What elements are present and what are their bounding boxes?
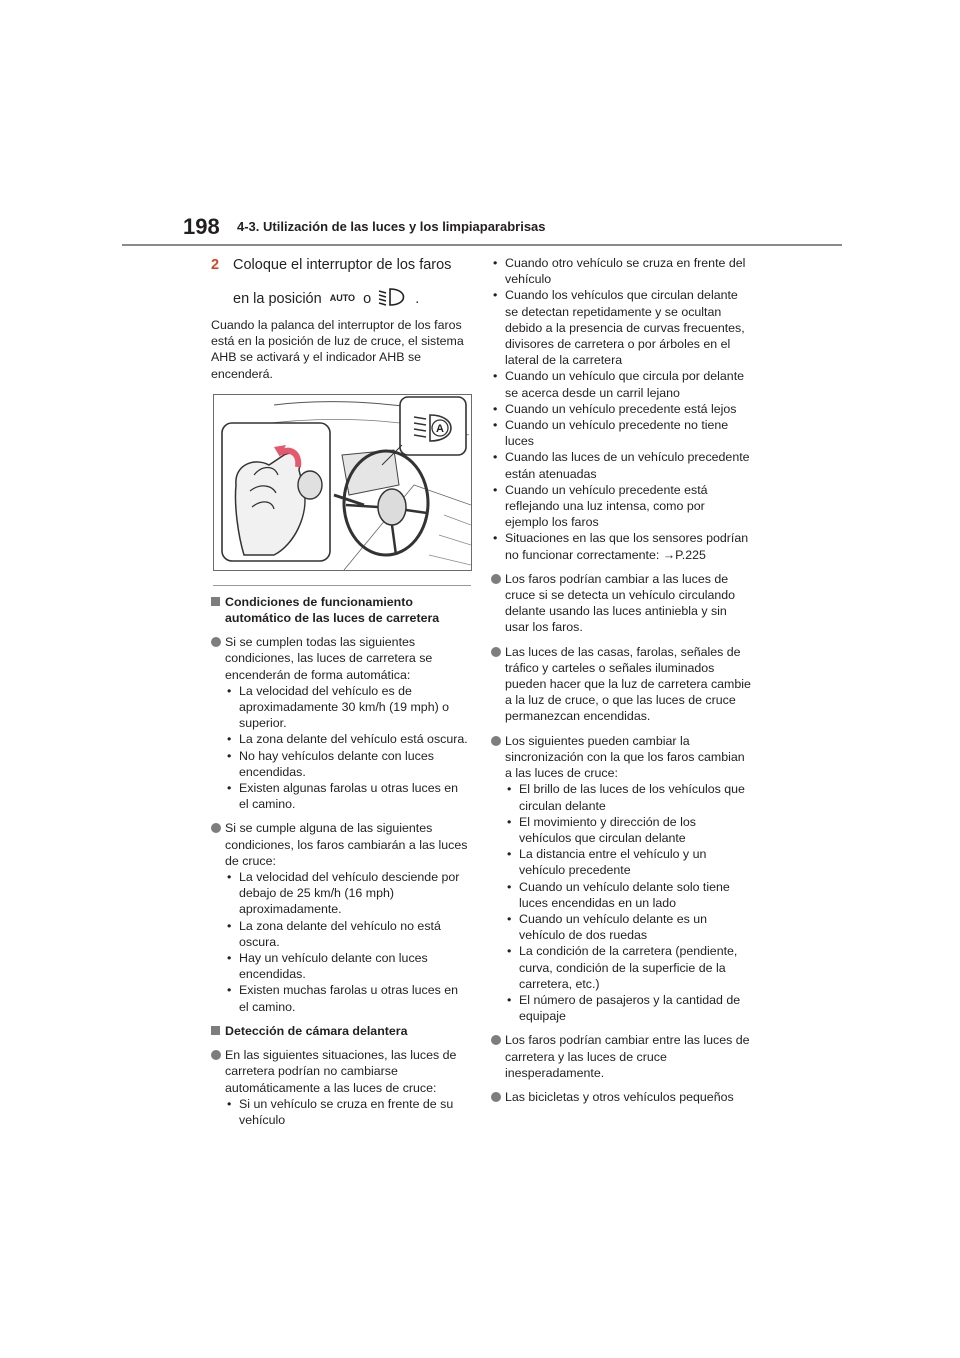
list-item: • Cuando un vehículo precedente no tiene luces	[491, 417, 751, 449]
section-title: 4-3. Utilización de las luces y los limpiaparabrisas	[237, 219, 546, 234]
list-item: • Existen muchas farolas u otras luces en el camino.	[225, 982, 471, 1014]
conditions-off-list	[225, 869, 471, 1015]
bullet-dot-icon	[211, 637, 221, 647]
list-item: • El número de pasajeros y la cantidad de equipaje	[505, 992, 751, 1024]
bullet-dot-icon	[211, 1050, 221, 1060]
ahb-indicator-letter: A	[436, 422, 444, 435]
bullet-dot-icon	[491, 1035, 501, 1045]
heading-square-icon	[211, 597, 220, 606]
bicycles-note: Las bicicletas y otros vehículos pequeños	[491, 1089, 751, 1105]
left-column	[211, 255, 471, 1136]
list-item: • La zona delante del vehículo no está oscura.	[225, 918, 471, 950]
list-item: • Si un vehículo se cruza en frente de su vehículo	[225, 1096, 471, 1128]
timing-factors-block: Los siguientes pueden cambiar la sincronización con la que los faros cambian a las luces de cruce: • El brillo de las luces de los vehículos que circulan delante • El movimiento y dirección de los vehículos que circulan delante • La distancia entre el vehículo y un vehículo precedente • Cuando un vehículo delante solo tiene luces encendidas en un lado • Cuando un vehículo delante es un vehículo de dos ruedas • La condición de la carretera (pendiente, curva, condición de la superficie de la carretera, etc.) • El número de pasajeros y la cantidad de equipaje	[491, 733, 751, 1025]
list-item: • Cuando un vehículo precedente está lejos	[491, 401, 751, 417]
headlight-switch-figure	[213, 394, 472, 571]
list-item: • La velocidad del vehículo es de aproximadamente 30 km/h (19 mph) o superior.	[225, 683, 471, 732]
header-rule	[122, 244, 842, 246]
camera-list	[225, 1096, 471, 1128]
list-item: • Hay un vehículo delante con luces encendidas.	[225, 950, 471, 982]
heading-auto-high-beam: Condiciones de funcionamiento automático de las luces de carretera	[211, 594, 471, 626]
bullet-dot-icon	[491, 736, 501, 746]
intro-paragraph: Cuando la palanca del interruptor de los faros está en la posición de luz de cruce, el sistema AHB se activará y el indicador AHB se encenderá.	[211, 318, 464, 381]
list-item: • Existen algunas farolas u otras luces en el camino.	[225, 780, 471, 812]
list-item: • La condición de la carretera (pendiente, curva, condición de la superficie de la carretera, etc.)	[505, 943, 751, 992]
bullet-dot-icon	[211, 823, 221, 833]
bullet-dot-icon	[491, 1092, 501, 1102]
list-item: • La zona delante del vehículo está oscura.	[225, 731, 471, 747]
external-lights-note: Las luces de las casas, farolas, señales de tráfico y carteles o señales iluminados pueden hacer que la luz de carretera cambie a la luz de cruce, o que las luces de cruce permanezcan encendidas.	[491, 644, 751, 725]
camera-situations-list	[491, 255, 751, 563]
list-item: • Cuando un vehículo delante es un vehículo de dos ruedas	[505, 911, 751, 943]
heading-square-icon	[211, 1026, 220, 1035]
bullet-dot-icon	[491, 647, 501, 657]
step-2	[211, 255, 471, 313]
figure-divider	[213, 585, 471, 586]
list-item: • El brillo de las luces de los vehículos que circulan delante	[505, 781, 751, 813]
step-connector: o	[363, 291, 372, 307]
step-line-2	[233, 287, 471, 313]
step-line-1: Coloque el interruptor de los faros	[233, 257, 452, 273]
heading-front-camera: Detección de cámara delantera	[211, 1023, 471, 1039]
right-column	[491, 255, 751, 1113]
list-item: • La velocidad del vehículo desciende por debajo de 25 km/h (16 mph) aproximadamente.	[225, 869, 471, 918]
fog-lights-note: Los faros podrían cambiar a las luces de cruce si se detecta un vehículo circulando delante usando las luces antiniebla y sin usar los faros.	[491, 571, 751, 636]
auto-icon: AUTO	[329, 293, 356, 303]
low-beam-headlight-icon	[378, 287, 408, 313]
bullet-dot-icon	[491, 574, 501, 584]
timing-factors-list	[505, 781, 751, 1024]
list-item: • No hay vehículos delante con luces encendidas.	[225, 748, 471, 780]
page-number: 198	[183, 214, 220, 239]
list-item: • Cuando un vehículo precedente está reflejando una luz intensa, como por ejemplo los faros	[491, 482, 751, 531]
list-item: • Cuando un vehículo delante solo tiene luces encendidas en un lado	[505, 879, 751, 911]
list-item: • La distancia entre el vehículo y un vehículo precedente	[505, 846, 751, 878]
list-item: • Cuando un vehículo que circula por delante se acerca desde un carril lejano	[491, 368, 751, 400]
list-item: • Cuando otro vehículo se cruza en frente del vehículo	[491, 255, 751, 287]
camera-block: En las siguientes situaciones, las luces de carretera podrían no cambiarse automáticamente a las luces de cruce: • Si un vehículo se cruza en frente de su vehículo	[211, 1047, 471, 1128]
condition-block-on: Si se cumplen todas las siguientes condiciones, las luces de carretera se encenderán de forma automática: • La velocidad del vehículo es de aproximadamente 30 km/h (19 mph) o superior. • La zona delante del vehículo está oscura. • No hay vehículos delante con luces encendidas. • Existen algunas farolas u otras luces en el camino.	[211, 634, 471, 812]
condition-block-off: Si se cumple alguna de las siguientes condiciones, los faros cambiarán a las luces de cruce: • La velocidad del vehículo desciende por debajo de 25 km/h (16 mph) aproximadamente. • La zona delante del vehículo no está oscura. • Hay un vehículo delante con luces encendidas. • Existen muchas farolas u otras luces en el camino.	[211, 820, 471, 1014]
step-line-2-prefix: en la posición	[233, 291, 322, 307]
list-item: • Cuando los vehículos que circulan delante se detectan repetidamente y se ocultan debido a la presencia de curvas frecuentes, divisores de carretera o por árboles en el lateral de la carretera	[491, 287, 751, 368]
unexpected-switch-note: Los faros podrían cambiar entre las luces de carretera y las luces de cruce inesperadamente.	[491, 1032, 751, 1081]
conditions-on-list	[225, 683, 471, 813]
step-number: 2	[211, 257, 220, 273]
list-item: • Situaciones en las que los sensores podrían no funcionar correctamente: →P.225	[491, 530, 751, 562]
list-item: • Cuando las luces de un vehículo precedente están atenuadas	[491, 449, 751, 481]
list-item: • El movimiento y dirección de los vehículos que circulan delante	[505, 814, 751, 846]
step-suffix: .	[415, 291, 420, 307]
